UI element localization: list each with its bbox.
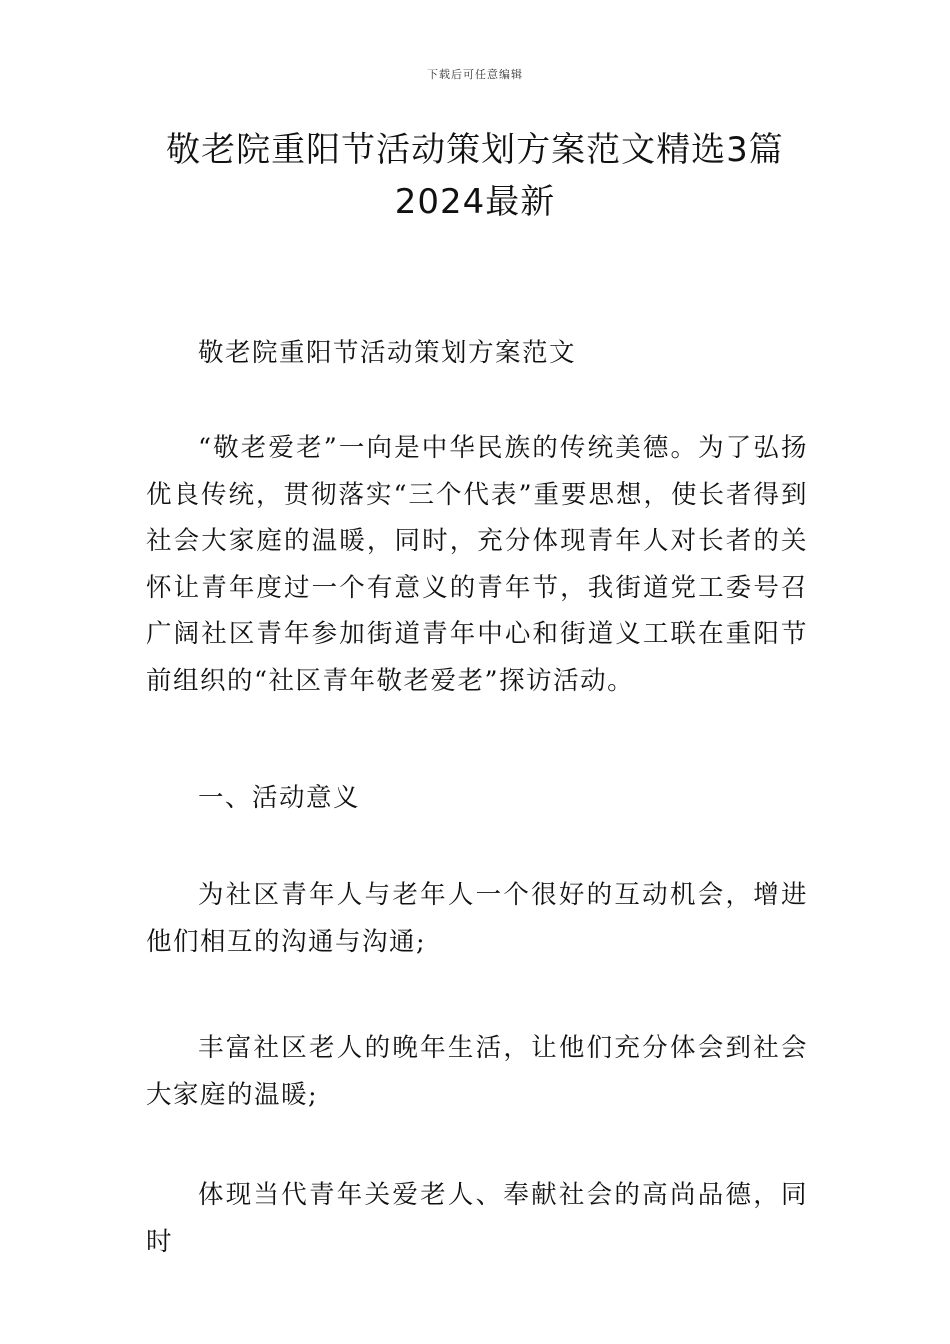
section-heading-activity-significance: 一、活动意义: [198, 783, 361, 813]
paragraph: 为社区青年人与老年人一个很好的互动机会，增进他们相互的沟通与沟通;: [146, 880, 808, 957]
section-heading: 敬老院重阳节活动策划方案范文: [198, 338, 577, 368]
paragraph: 体现当代青年关爱老人、奉献社会的高尚品德，同时: [146, 1180, 808, 1257]
paragraph-intro: “敬老爱老”一向是中华民族的传统美德。为了弘扬优良传统，贯彻落实“三个代表”重要思想，使长者得到社会大家庭的温暖，同时，充分体现青年人对长者的关怀让青年度过一个有意义的青年节，我街道党工委号召广阔社区青年参加街道青年中心和街道义工联在重阳节前组织的“社区青年敬老爱老”探访活动。: [146, 433, 808, 696]
title-line-2: 2024最新: [394, 182, 556, 222]
title-line-1: 敬老院重阳节活动策划方案范文精选3篇: [166, 130, 784, 170]
download-note: 下载后可任意编辑: [427, 68, 523, 81]
paragraph: 丰富社区老人的晚年生活，让他们充分体会到社会大家庭的温暖;: [146, 1033, 808, 1110]
document-title: [120, 124, 830, 228]
